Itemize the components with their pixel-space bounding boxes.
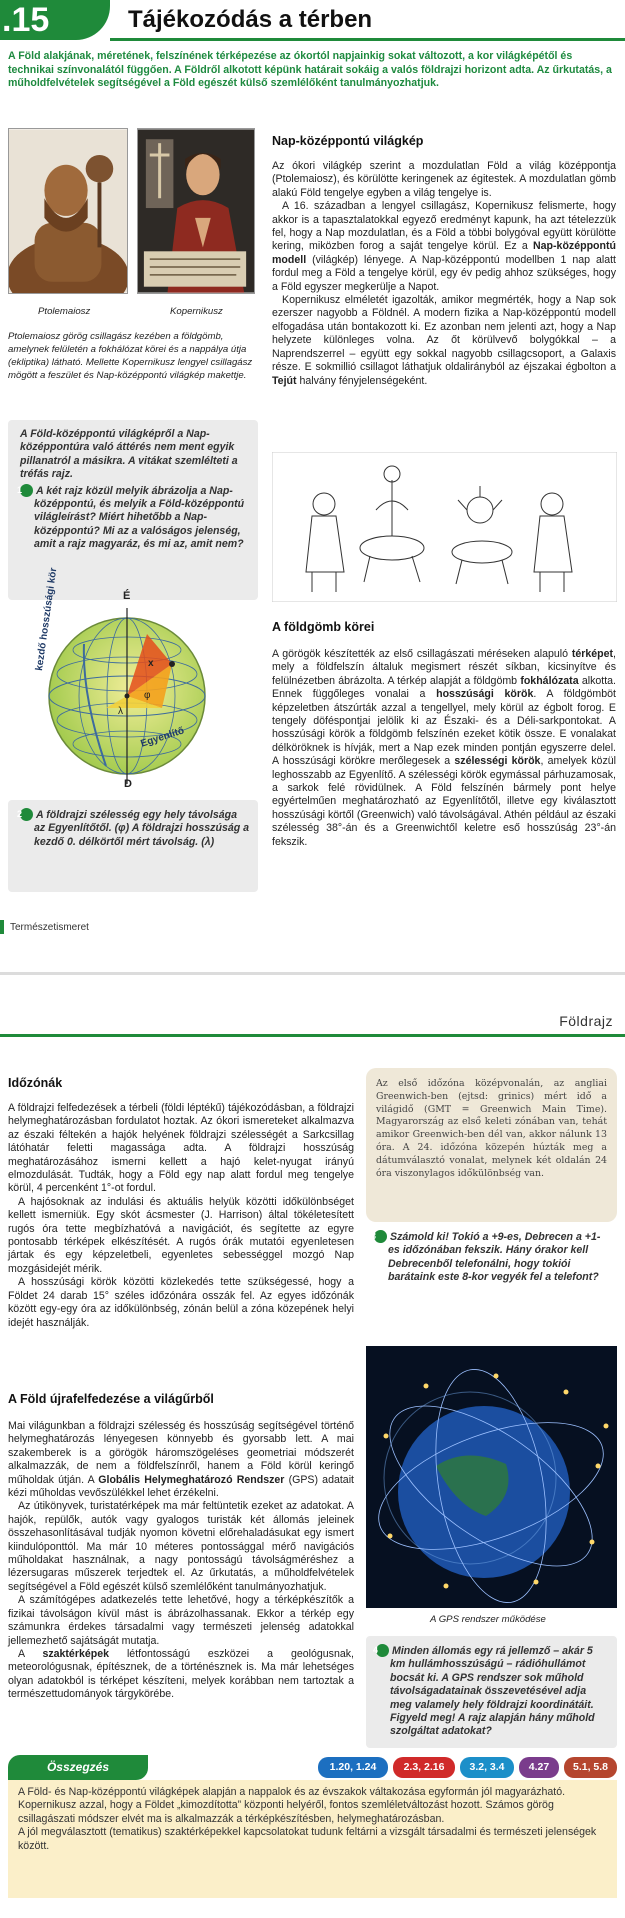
- gps-satellite-image: [366, 1346, 617, 1608]
- gps-p3: A számítógépes adatkezelés tette lehetővé, hogy a térképkészítők a fizikai távolságon kívül mást is ábrázolhassanak. Ekkor a térkép egy számunkra érdekes társadalmi vagy természeti jelenség adatokkal jellemezhető sajátságát mutatja.: [8, 1594, 354, 1647]
- gps-caption: A GPS rendszer működése: [430, 1614, 546, 1625]
- summary-text: [8, 1780, 617, 1898]
- lesson-number: .15: [0, 0, 110, 40]
- kopernikusz-portrait: [137, 128, 255, 294]
- ptolemaios-portrait: [8, 128, 128, 294]
- nap-section-body: [272, 160, 616, 388]
- summary-ref-4[interactable]: 4.27: [519, 1757, 559, 1778]
- globe-section-body: A görögök készítették az első csillagászati méréseken alapuló térképet, mely a földfelszín általuk megismert részét síkban, kicsinyítve és felülnézetben ábrázolta. A térkép alapját a földgömb fokhálózata alkotta. Ennek függőleges vonalai a hosszúsági körök. A földgömböt képzeletben átszúrták azzal a tengellyel, mely körül az égbolt forog. E tengely döféspontjai jelölik ki az Északi- és a Déli-sarkpontokat. A hosszúsági körök a földgömb felszínén ezeket kötik össze. E vonalakat délköröknek is hívják, mert a Nap ezek minden pontján egyszerre delel. A hosszúsági körökre merőlegesek a szélességi körök, amelyek közül leghosszabb az Egyenlítő. A szélességi körök egymással párhuzamosak, a sarkok felé rövidülnek. A Föld felszínén bármely pont helye egyértelműen meghatározható az Egyenlítőtől, illetve egy kiválasztott hosszúsági körtől (Greenwich) való távolságával. Athén például az északi szélesség 38°-án és a Greenwichtől keletre eső hosszúság 23°-án fekszik.: [272, 648, 616, 848]
- box1-questions: A két rajz közül melyik ábrázolja a Nap-középpontú, és melyik a Föld-középpontú világleírást? Miért hihetőbb a Nap-középpontú? Mi az a valóságos jelenség, amit a rajz magyaráz, és mi az, amit nem?: [34, 484, 245, 551]
- portrait-caption: Ptolemaiosz görög csillagász kezében a földgömb, amelynek felületén a fokhálózat körei és a nappálya útja (ekliptika) látható. Mellette Kopernikusz lengyel csillagász mögött a feszület és Nap-középpontú világkép makettje.: [8, 331, 253, 381]
- nap-p1: Az ókori világkép szerint a mozdulatlan Föld a világ középpontja (Ptolemaiosz), és körülötte keringenek az égitestek. A mozdulatlan gömb alakú Föld tengelye egyben a világ tengelye is.: [272, 160, 616, 199]
- kopernikusz-label: Kopernikusz: [170, 306, 223, 317]
- summary-ref-5[interactable]: 5.1, 5.8: [564, 1757, 617, 1778]
- nap-p2: A 16. században a lengyel csillagász, Kopernikusz felismerte, hogy akkor is a tapasztalatokkal egyező eredményt kapunk, ha azt tételezzük fel, hogy a Nap mozdulatlan, és a Föld a többi bolygóval együtt körülötte kering, miközben forog a saját tengelye körül. Ez a Nap-középpontú modell (világkép) lényege. A Nap-középpontú modellben 1 nap alatt fordul meg a Föld a tengelye körül, egy év pedig ahhoz szükséges, hogy a Föld egyszer megkerülje a Napot.: [272, 200, 616, 293]
- gps-section-body: [8, 1420, 354, 1702]
- box3-number: 3: [374, 1230, 387, 1243]
- box2-number: 2: [20, 808, 33, 821]
- globe-equator: Egyenlítő: [139, 725, 186, 750]
- globe-north: É: [123, 590, 131, 602]
- footer-mark: [0, 920, 4, 934]
- box3-text: Számold ki! Tokió a +9-es, Debrecen a +1-es időzónában fekszik. Hány órakor kell Debrecenből telefonálni, hogy tokiói barátaink este 8-kor vegyék fel a telefont?: [388, 1231, 601, 1284]
- box4-number: 4: [376, 1644, 389, 1657]
- summary-text-1: A Föld- és Nap-középpontú világképek alapján a nappalok és az évszakok váltakozása egyformán jól magyarázható. Kopernikusz azzal, hogy a Földet „kimozdította” központi helyéről, fontos szemléletváltozást hozott. Számos görög csillagászati módszer elvét ma is alkalmazzák a térképkészítésben, helymeghatározásban.: [18, 1786, 566, 1825]
- globe-lambda: λ: [118, 706, 123, 717]
- nap-p3: Kopernikusz elméletét igazolták, amikor megmérték, hogy a Nap sok ezerszer nagyobb a Földnél. A modern fizika a Nap-középpontú modell elfogadása után bontakozott ki. Ez azonban nem jelenti azt, hogy a Nap helyzete különleges volna. Az őt körülvevő bolygókkal – a Naprendszerrel – együtt egy sokkal nagyobb csillagcsoport, a Galaxis része. E sokmillió csillagot láthatjuk oldalirányból az éjszakai égbolton a Tejút halvány fényjelenségeként.: [272, 294, 616, 387]
- globe-prime-meridian: kezdő hosszúsági kör: [34, 567, 60, 672]
- subject-label: Földrajz: [559, 1013, 613, 1029]
- time-p1: A földrajzi felfedezések a térbeli (földi léptékű) tájékozódásban, a földrajzi helymeghatározásban fordulatot hoztak. Az ókori ismereteket alkalmazva az északi féltekén a hajók helyének földrajzi szélességét a Sarkcsillag látóhatár feletti magassága adta. A földrajzi hosszúság meghatározásához ismerni kellett a hajó kelet-nyugat irányú elmozdulását. Tudták, hogy a Föld egy nap alatt fordul meg tengelye körül, 4 percenként 1°-ot fordul.: [8, 1102, 354, 1195]
- box1-number: 1: [20, 484, 33, 497]
- summary-ref-1[interactable]: 1.20, 1.24: [318, 1757, 388, 1778]
- time-section-body: [8, 1102, 354, 1330]
- header-rule: [110, 38, 625, 41]
- time-section-title: Időzónák: [8, 1076, 63, 1090]
- gps-p1: Mai világunkban a földrajzi szélesség és hosszúság segítségével történő helymeghatározás lényegesen könnyebb és gyorsabb lett. A mai szakemberek is a görögök háromszögeléses geometriai módszerét alkalmazzák, de nem a földfelszínről, hanem a Föld körül keringő műholdak útján. A Globális Helymeghatározó Rendszer (GPS) adatait kézi műholdas vevőszülékkel lehet érzékelni.: [8, 1420, 354, 1500]
- time-p3: A hosszúsági körök közötti közlekedés tette szükségessé, hogy a Földet 24 darab 15° széles időzónára osszák fel. Az egyes időzónák között egy-egy óra az időkülönbség, zónán belül a zóna közepének helyi idejét használják.: [8, 1276, 354, 1329]
- question-box-4: [366, 1636, 617, 1748]
- gps-section-title: A Föld újrafelfedezése a világűrből: [8, 1392, 214, 1406]
- gps-p2: Az útikönyvek, turistatérképek ma már feltüntetik ezeket az adatokat. A hajók, repülők, autók vagy gyalogos turisták két állomás jeleinek összehasonlításával tudják nyomon követni előrehaladásukat egy ismert kiindulóponttól. Ma már 10 méteres pontossággal mérő navigációs műholdakat használnak, a nagy pontosságú távolságméréshez a lézersugaras műszerek terjedtek el. Az űrkutatás, a műholdfelvételek segítségével a Föld egészét külső szemlélőként tanulmányozhatjuk.: [8, 1500, 354, 1593]
- cartoon-drawing: [272, 452, 617, 602]
- question-box-2: [8, 800, 258, 892]
- gps-p4: A szaktérképek létfontosságú eszközei a geológusnak, meteorológusnak, építésznek, de a történésznek is. Ma már lehetséges olyan adatokból is térképet készíteni, melyek korábban nem tartoztak a természettudományok tárgykörébe.: [8, 1647, 354, 1701]
- time-p2: A hajósoknak az indulási és aktuális helyük közötti időkülönbséget kellett ismerniük. Egy skót ácsmester (J. Harrison) által tökéletesített rugós óra tette megbízhatóvá a navigációt, és segítette az egyre pontosabb térképek elkészítését. A rugós órák mutatói egyenletesen jártak és egy képzeletbeli, egyenletes sebességgel mozgó Nap mozgásidejét mérik.: [8, 1195, 354, 1275]
- globe-x: x: [148, 658, 154, 669]
- globe-south: D: [124, 778, 132, 790]
- footer-subject: Természetismeret: [10, 922, 89, 933]
- globe-diagram: [22, 604, 247, 784]
- summary-ref-2[interactable]: 2.3, 2.16: [393, 1757, 455, 1778]
- box1-intro: A Föld-középpontú világképről a Nap-középpontúra való áttérés nem ment egyik pillanatról a másikra. A vitákat szemlélteti a tréfás rajz.: [20, 428, 238, 481]
- box4-text: Minden állomás egy rá jellemző – akár 5 km hullámhosszúságú – rádióhullámot bocsát ki. A GPS rendszer sok műhold távolságadatainak összevetésével adja meg valamely hely földrajzi koordinátáit. Figyeld meg! A rajz alapján hány műhold szolgáltat adatokat?: [390, 1645, 595, 1738]
- page-divider: [0, 972, 625, 975]
- box2-text: A földrajzi szélesség egy hely távolsága az Egyenlítőtől. (φ) A földrajzi hosszúság a kezdő 0. délkörtől mért távolság. (λ): [34, 809, 250, 848]
- globe-phi: φ: [144, 690, 151, 701]
- ptolemaios-label: Ptolemaiosz: [38, 306, 91, 317]
- summary-text-2: A jól megválasztott (tematikus) szaktérképekkel kapcsolatokat tudunk feltárni a vizsgált társadalmi és természeti jelenségek között.: [18, 1826, 597, 1852]
- question-box-3: [366, 1224, 617, 1332]
- question-box-1: [8, 420, 258, 600]
- intro-text: A Föld alakjának, méretének, felszínének térképezése az ókortól napjainkig sokat változott, a kor világképétől és technikai színvonalától függően. A Földről alkotott képünk határait sokáig a valós földrajzi horizont adta. Az űrkutatás, a műholdfelvételek segítségével a Föld egészét külső szemlélőként tanulmányozhatjuk.: [8, 50, 612, 89]
- page-title: Tájékozódás a térben: [128, 6, 373, 33]
- summary-label: Összegzés: [8, 1755, 148, 1780]
- summary-ref-3[interactable]: 3.2, 3.4: [460, 1757, 514, 1778]
- greenwich-note: Az első időzóna középvonalán, az angliai Greenwich-ben (ejtsd: grinics) mért idő a világidő (GMT = Greenwich Main Time). Magyarország az első keleti zónában van, tehát amikor Greenwich-ben dél van, akkor nálunk 13 óra. A 24. időzóna közepén húzták meg a dátumválasztó vonalat, melynek két oldalán 24 óra viszonylagos időkülönbség van.: [366, 1068, 617, 1222]
- nap-section-title: Nap-középpontú világkép: [272, 134, 424, 148]
- globe-section-title: A földgömb körei: [272, 620, 375, 634]
- page2-rule: [0, 1034, 625, 1037]
